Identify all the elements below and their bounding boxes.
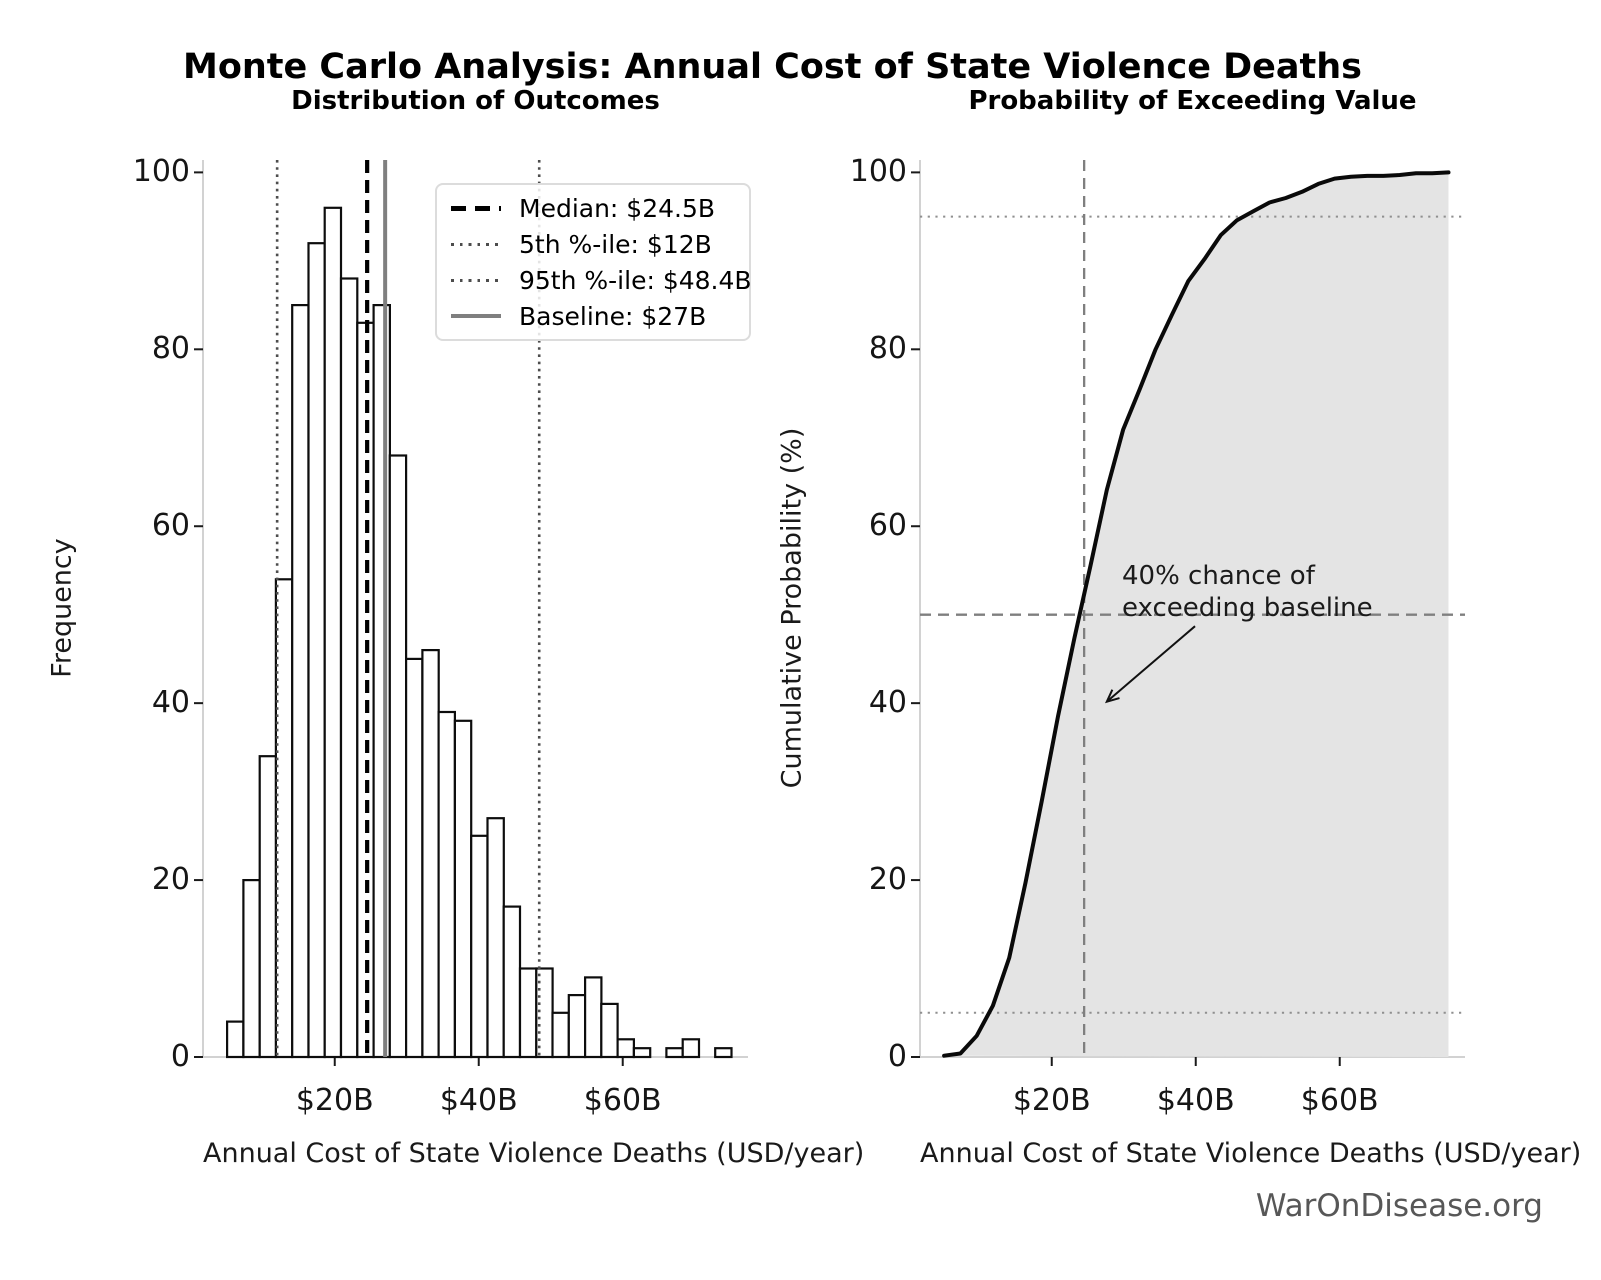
y-tick-label: 40 — [868, 685, 907, 721]
y-tick-label: 100 — [849, 154, 907, 190]
histogram-bar — [227, 1022, 243, 1057]
legend-item-median — [451, 190, 735, 226]
legend-box — [435, 183, 751, 341]
histogram-bar — [455, 721, 471, 1057]
histogram-bar — [374, 305, 390, 1057]
y-tick-label: 80 — [151, 331, 190, 367]
legend-item-5th-percentile — [451, 226, 735, 262]
histogram-bar — [488, 818, 504, 1057]
x-tick-label: $60B — [583, 1083, 662, 1118]
histogram-bar — [406, 659, 422, 1057]
y-tick-label: 60 — [151, 508, 190, 544]
y-tick-label: 20 — [868, 862, 907, 898]
figure-title: Monte Carlo Analysis: Annual Cost of State Violence Deaths — [182, 47, 1363, 87]
left-x-axis-label: Annual Cost of State Violence Deaths (USD/year) — [203, 1138, 865, 1169]
x-tick-label: $40B — [439, 1083, 518, 1118]
histogram-bar — [422, 650, 438, 1057]
histogram-bar — [260, 756, 276, 1057]
legend-item-label: 5th %-ile: $12B — [519, 229, 712, 259]
y-tick-label: 60 — [868, 508, 907, 544]
left-plot-title: Distribution of Outcomes — [291, 86, 660, 116]
histogram-bar — [553, 1013, 569, 1057]
histogram-bar — [520, 969, 536, 1058]
legend-item-95th-percentile — [451, 262, 752, 298]
y-tick-label: 20 — [151, 862, 190, 898]
x-tick-label: $20B — [1012, 1083, 1091, 1118]
percentile-dotted-line-icon — [451, 279, 501, 282]
footer-credit: WarOnDisease.org — [1255, 1188, 1543, 1224]
legend-item-label: 95th %-ile: $48.4B — [519, 265, 752, 295]
right-y-axis-label: Cumulative Probability (%) — [776, 427, 808, 789]
cdf-annotation — [1122, 560, 1373, 624]
histogram-bar — [471, 836, 487, 1057]
legend-item-baseline — [451, 298, 735, 334]
histogram-bar — [309, 243, 325, 1057]
cdf-annotation-line1: 40% chance of — [1122, 561, 1315, 591]
x-tick-label: $60B — [1300, 1083, 1379, 1118]
histogram-bar — [618, 1039, 634, 1057]
histogram-bar — [504, 907, 520, 1057]
histogram-bar — [390, 456, 406, 1058]
x-tick-label: $20B — [295, 1083, 374, 1118]
histogram-bar — [601, 1004, 617, 1057]
histogram-bar — [634, 1048, 650, 1057]
histogram-bar — [683, 1039, 699, 1057]
histogram-bar — [325, 208, 341, 1057]
legend-item-label: Baseline: $27B — [519, 301, 707, 331]
median-dashed-line-icon — [451, 206, 501, 211]
histogram-bar — [569, 995, 585, 1057]
right-plot-title: Probability of Exceeding Value — [968, 86, 1417, 116]
y-tick-label: 100 — [132, 154, 190, 190]
histogram-bar — [666, 1048, 682, 1057]
histogram-bar — [585, 977, 601, 1057]
y-tick-label: 0 — [170, 1039, 190, 1074]
histogram-bar — [341, 279, 357, 1058]
percentile-dotted-line-icon — [451, 243, 501, 246]
histogram-bar — [292, 305, 308, 1057]
x-tick-label: $40B — [1156, 1083, 1235, 1118]
histogram-bar — [439, 712, 455, 1057]
right-x-axis-label: Annual Cost of State Violence Deaths (USD/year) — [920, 1138, 1582, 1169]
left-y-axis-label: Frequency — [46, 538, 78, 678]
histogram-bar — [243, 880, 259, 1057]
y-tick-label: 40 — [151, 685, 190, 721]
y-tick-label: 80 — [868, 331, 907, 367]
baseline-solid-line-icon — [451, 314, 501, 318]
cdf-annotation-line2: exceeding baseline — [1122, 593, 1373, 623]
histogram-bar — [715, 1048, 731, 1057]
legend-item-label: Median: $24.5B — [519, 193, 716, 223]
y-tick-label: 0 — [887, 1039, 907, 1074]
